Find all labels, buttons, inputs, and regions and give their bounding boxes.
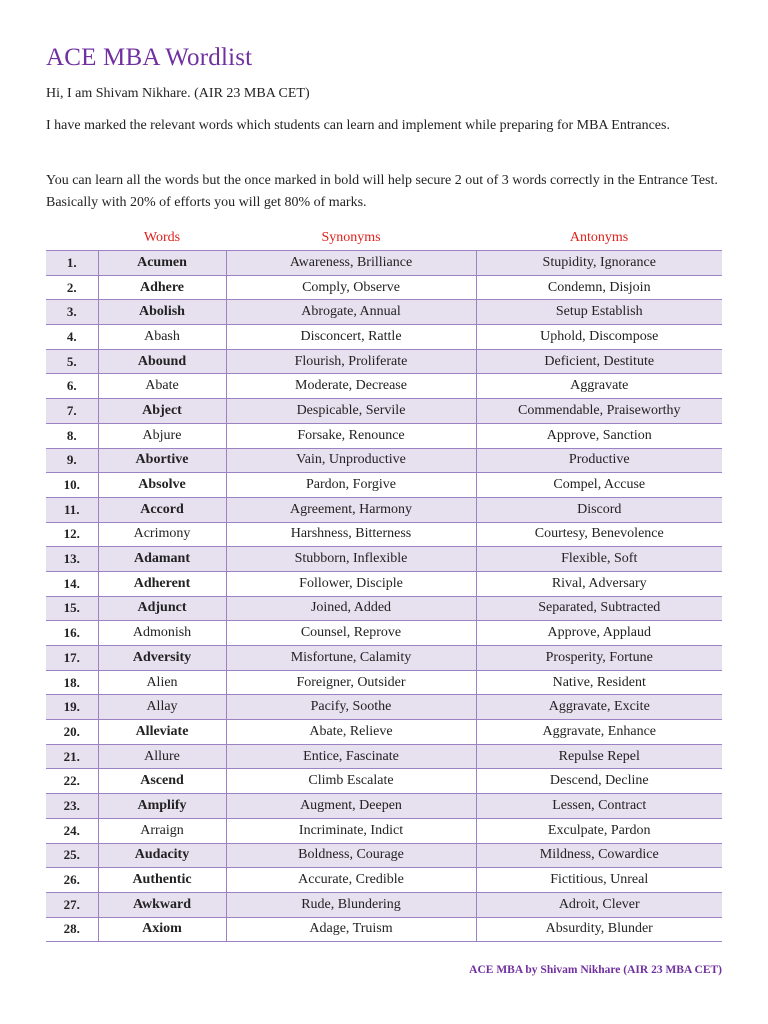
row-antonyms: Discord [476,497,722,522]
row-word: Abortive [98,448,226,473]
table-row [46,300,722,325]
table-row [46,374,722,399]
row-number: 17. [46,646,98,671]
row-antonyms: Commendable, Praiseworthy [476,399,722,424]
row-word: Awkward [98,892,226,917]
table-row [46,275,722,300]
row-word: Arraign [98,818,226,843]
row-synonyms: Rude, Blundering [226,892,476,917]
row-antonyms: Courtesy, Benevolence [476,522,722,547]
row-word: Axiom [98,917,226,942]
row-number: 19. [46,695,98,720]
row-antonyms: Setup Establish [476,300,722,325]
row-word: Adversity [98,646,226,671]
row-synonyms: Disconcert, Rattle [226,325,476,350]
row-number: 26. [46,868,98,893]
row-synonyms: Vain, Unproductive [226,448,476,473]
row-synonyms: Foreigner, Outsider [226,670,476,695]
row-synonyms: Adage, Truism [226,917,476,942]
row-number: 22. [46,769,98,794]
table-row [46,868,722,893]
row-synonyms: Counsel, Reprove [226,621,476,646]
row-word: Admonish [98,621,226,646]
row-antonyms: Descend, Decline [476,769,722,794]
row-word: Abound [98,349,226,374]
row-antonyms: Exculpate, Pardon [476,818,722,843]
row-number: 12. [46,522,98,547]
row-antonyms: Rival, Adversary [476,571,722,596]
row-number: 24. [46,818,98,843]
row-synonyms: Boldness, Courage [226,843,476,868]
table-body [46,251,722,942]
table-row [46,325,722,350]
row-word: Abash [98,325,226,350]
row-number: 21. [46,744,98,769]
row-number: 14. [46,571,98,596]
table-row [46,892,722,917]
intro-paragraph: You can learn all the words but the once marked in bold will help secure 2 out of 3 words correctly in the Entrance Test. Basically with 20% of efforts you will get 80% of marks. [46,173,718,210]
row-number: 25. [46,843,98,868]
row-synonyms: Comply, Observe [226,275,476,300]
table-row [46,251,722,276]
row-antonyms: Separated, Subtracted [476,596,722,621]
row-word: Allay [98,695,226,720]
row-synonyms: Abrogate, Annual [226,300,476,325]
row-synonyms: Follower, Disciple [226,571,476,596]
row-word: Adjunct [98,596,226,621]
table-row [46,917,722,942]
row-number: 5. [46,349,98,374]
column-header-synonyms: Synonyms [226,226,476,251]
intro-greeting: Hi, I am Shivam Nikhare. (AIR 23 MBA CET) [46,86,310,101]
row-synonyms: Despicable, Servile [226,399,476,424]
row-word: Adamant [98,547,226,572]
row-number: 23. [46,794,98,819]
row-antonyms: Productive [476,448,722,473]
row-antonyms: Aggravate, Excite [476,695,722,720]
row-word: Adhere [98,275,226,300]
table-row [46,448,722,473]
table-row [46,769,722,794]
row-word: Abate [98,374,226,399]
row-word: Audacity [98,843,226,868]
row-number: 3. [46,300,98,325]
row-synonyms: Agreement, Harmony [226,497,476,522]
wordlist-table [46,226,722,942]
row-number: 13. [46,547,98,572]
row-antonyms: Deficient, Destitute [476,349,722,374]
table-row [46,547,722,572]
row-number: 15. [46,596,98,621]
row-number: 6. [46,374,98,399]
row-synonyms: Pacify, Soothe [226,695,476,720]
row-word: Abolish [98,300,226,325]
table-row [46,423,722,448]
row-word: Amplify [98,794,226,819]
table-row [46,695,722,720]
row-antonyms: Stupidity, Ignorance [476,251,722,276]
row-antonyms: Approve, Applaud [476,621,722,646]
row-antonyms: Absurdity, Blunder [476,917,722,942]
row-word: Alien [98,670,226,695]
row-antonyms: Mildness, Cowardice [476,843,722,868]
row-number: 7. [46,399,98,424]
column-header-antonyms: Antonyms [476,226,722,251]
row-synonyms: Harshness, Bitterness [226,522,476,547]
row-antonyms: Compel, Accuse [476,473,722,498]
row-antonyms: Adroit, Clever [476,892,722,917]
row-synonyms: Accurate, Credible [226,868,476,893]
row-number: 16. [46,621,98,646]
table-row [46,497,722,522]
table-row [46,399,722,424]
row-word: Authentic [98,868,226,893]
table-row [46,621,722,646]
row-word: Alleviate [98,720,226,745]
row-synonyms: Misfortune, Calamity [226,646,476,671]
row-number: 27. [46,892,98,917]
row-synonyms: Flourish, Proliferate [226,349,476,374]
row-synonyms: Pardon, Forgive [226,473,476,498]
table-row [46,646,722,671]
row-antonyms: Aggravate [476,374,722,399]
row-synonyms: Stubborn, Inflexible [226,547,476,572]
row-number: 28. [46,917,98,942]
row-antonyms: Fictitious, Unreal [476,868,722,893]
row-word: Ascend [98,769,226,794]
table-row [46,473,722,498]
row-number: 18. [46,670,98,695]
row-antonyms: Condemn, Disjoin [476,275,722,300]
row-number: 9. [46,448,98,473]
row-antonyms: Approve, Sanction [476,423,722,448]
row-number: 1. [46,251,98,276]
row-word: Abject [98,399,226,424]
row-synonyms: Awareness, Brilliance [226,251,476,276]
row-synonyms: Forsake, Renounce [226,423,476,448]
row-number: 2. [46,275,98,300]
row-number: 11. [46,497,98,522]
table-row [46,720,722,745]
row-number: 8. [46,423,98,448]
table-row [46,349,722,374]
row-number: 20. [46,720,98,745]
row-antonyms: Repulse Repel [476,744,722,769]
table-row [46,794,722,819]
row-synonyms: Moderate, Decrease [226,374,476,399]
column-header-number [46,226,98,251]
table-row [46,571,722,596]
row-word: Allure [98,744,226,769]
row-antonyms: Lessen, Contract [476,794,722,819]
row-word: Acrimony [98,522,226,547]
row-word: Acumen [98,251,226,276]
row-antonyms: Uphold, Discompose [476,325,722,350]
intro-paragraph: I have marked the relevant words which students can learn and implement while preparing for MBA Entrances. [46,118,670,133]
row-word: Accord [98,497,226,522]
column-header-words: Words [98,226,226,251]
page-footer: ACE MBA by Shivam Nikhare (AIR 23 MBA CET) [469,964,722,976]
table-header-row [46,226,722,251]
table-row [46,818,722,843]
row-synonyms: Joined, Added [226,596,476,621]
table-row [46,596,722,621]
row-antonyms: Native, Resident [476,670,722,695]
table-row [46,843,722,868]
row-word: Absolve [98,473,226,498]
row-number: 4. [46,325,98,350]
row-number: 10. [46,473,98,498]
row-synonyms: Climb Escalate [226,769,476,794]
row-synonyms: Abate, Relieve [226,720,476,745]
row-antonyms: Flexible, Soft [476,547,722,572]
row-word: Abjure [98,423,226,448]
row-word: Adherent [98,571,226,596]
table-row [46,744,722,769]
row-synonyms: Incriminate, Indict [226,818,476,843]
table-row [46,670,722,695]
row-synonyms: Entice, Fascinate [226,744,476,769]
row-synonyms: Augment, Deepen [226,794,476,819]
row-antonyms: Prosperity, Fortune [476,646,722,671]
page-title: ACE MBA Wordlist [46,44,253,71]
table-row [46,522,722,547]
row-antonyms: Aggravate, Enhance [476,720,722,745]
